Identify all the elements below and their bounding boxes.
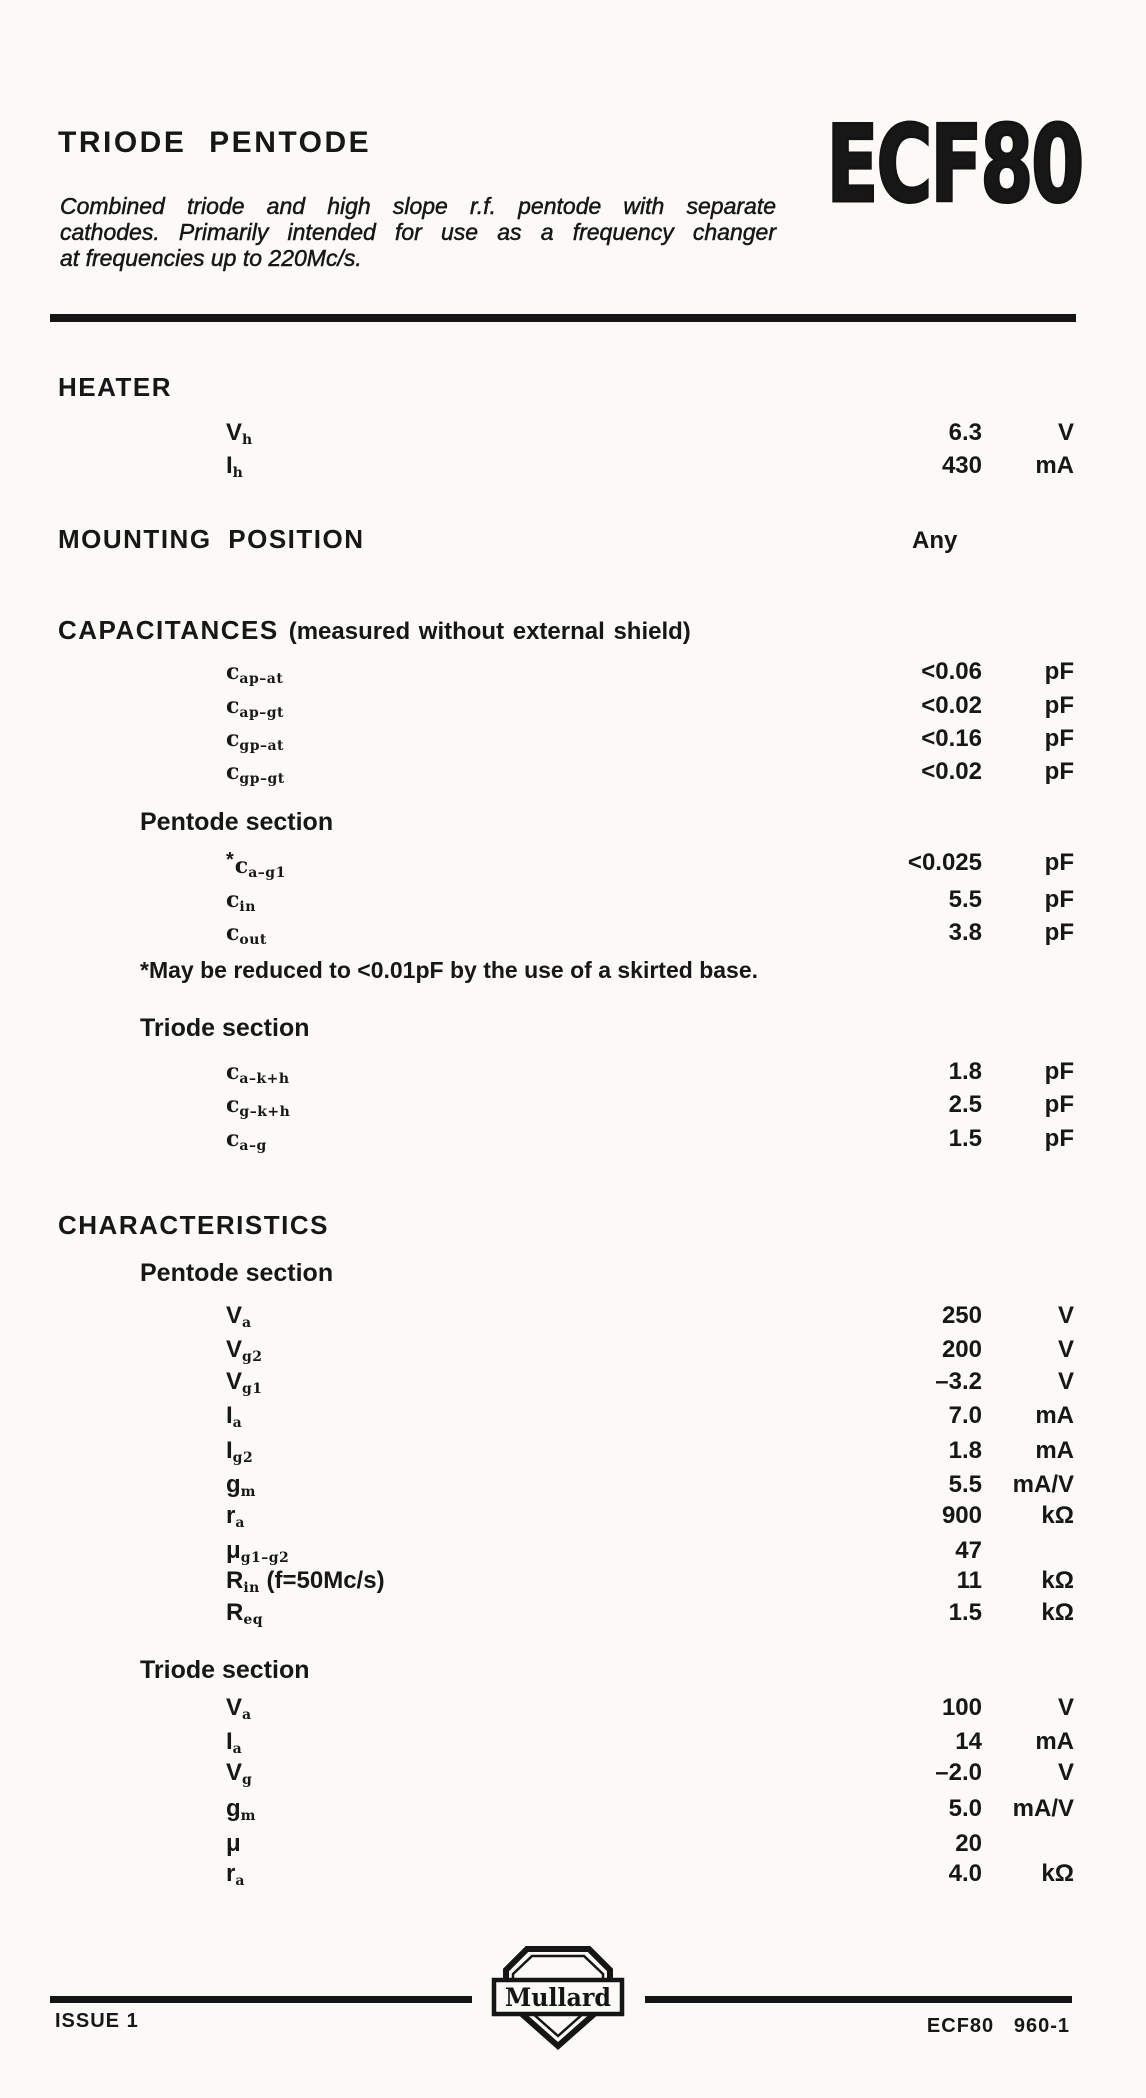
row-value: 11 (956, 1567, 982, 1594)
row-unit: mA (1035, 1402, 1074, 1429)
row-label: $c_{gp-gt}$ (226, 759, 285, 787)
issue-label: ISSUE 1 (55, 2010, 139, 2032)
row-value: 14 (955, 1728, 982, 1755)
subsection-heading-pentode: Pentode section (140, 808, 334, 836)
section-heading-capacitances: CAPACITANCES (measured without external shield) (58, 615, 691, 645)
row-unit: pF (1044, 725, 1074, 752)
row-value: <0.02 (921, 692, 982, 719)
footnote: *May be reduced to <0.01pF by the use of a skirted base. (140, 957, 759, 983)
page-title: TRIODE PENTODE (58, 126, 372, 159)
row-value: 1.8 (948, 1058, 982, 1085)
row-label: $c_{ap-gt}$ (226, 693, 285, 721)
row-value: 4.0 (948, 1860, 982, 1887)
spec-row (0, 1368, 1146, 1398)
row-label: $R_{in}$ (f=50Mc/s) (226, 1567, 385, 1596)
row-label: $V_a$ (226, 1694, 252, 1723)
row-value: 900 (941, 1502, 982, 1529)
description-line: cathodes. Primarily intended for use as a frequency changer (60, 219, 776, 245)
spec-row (0, 1860, 1146, 1890)
row-label: $V_h$ (226, 419, 253, 448)
row-label: $g_m$ (226, 1471, 256, 1500)
spec-row (0, 919, 1146, 949)
divider (645, 1996, 1072, 2003)
row-unit: pF (1044, 1125, 1074, 1152)
row-unit: V (1057, 1302, 1074, 1329)
row-unit: pF (1044, 919, 1074, 946)
row-label: $I_{g2}$ (226, 1437, 254, 1466)
spec-row (0, 1336, 1146, 1366)
row-value: 47 (955, 1537, 982, 1564)
row-value: –2.0 (935, 1759, 982, 1786)
row-unit: V (1057, 1368, 1074, 1395)
row-label: $r_a$ (226, 1860, 245, 1889)
spec-row (0, 1125, 1146, 1155)
heading-note: (measured without external shield) (288, 618, 691, 645)
section-heading-mounting: MOUNTING POSITION (58, 524, 365, 554)
row-label: $V_{g1}$ (226, 1368, 263, 1397)
row-label: $c_{g-k+h}$ (226, 1092, 291, 1120)
spec-row (0, 886, 1146, 916)
spec-row (0, 658, 1146, 688)
row-label: $^*c_{a-g1}$ (226, 849, 286, 881)
row-value: 3.8 (948, 919, 982, 946)
row-unit: mA (1035, 1728, 1074, 1755)
row-label: $c_{gp-at}$ (226, 726, 285, 754)
row-unit: V (1057, 1694, 1074, 1721)
svg-text:Mullard: Mullard (505, 1983, 611, 2012)
mullard-logo-icon (482, 1944, 634, 2054)
row-value: 1.8 (948, 1437, 982, 1464)
spec-row (0, 1795, 1146, 1825)
row-label: $c_{ap-at}$ (226, 659, 284, 687)
row-unit: pF (1044, 692, 1074, 719)
row-value: 5.5 (948, 886, 982, 913)
row-value: 100 (941, 1694, 982, 1721)
row-label: $R_{eq}$ (226, 1599, 264, 1628)
spec-row (0, 1728, 1146, 1758)
row-label: $c_{a-k+h}$ (226, 1059, 290, 1087)
row-unit: pF (1044, 658, 1074, 685)
divider (50, 314, 1076, 322)
description-line: at frequencies up to 220Mc/s. (60, 245, 362, 271)
row-unit: kΩ (1041, 1599, 1074, 1626)
row-label: μ (226, 1830, 241, 1857)
row-unit: V (1057, 1336, 1074, 1363)
section-heading-heater: HEATER (58, 372, 172, 402)
row-label: $c_{out}$ (226, 920, 267, 948)
row-value: 1.5 (948, 1125, 982, 1152)
row-label: $V_{g2}$ (226, 1336, 263, 1365)
row-label: $\mu_{g1-g2}$ (226, 1537, 290, 1566)
spec-row (0, 1599, 1146, 1629)
description-line: Combined triode and high slope r.f. pentode with separate (60, 193, 776, 219)
description (60, 193, 776, 271)
row-value: <0.06 (921, 658, 982, 685)
row-unit: V (1057, 1759, 1074, 1786)
subsection-heading-triode: Triode section (140, 1656, 310, 1684)
spec-row (0, 1537, 1146, 1567)
row-value: 5.5 (948, 1471, 982, 1498)
row-label: $g_m$ (226, 1795, 256, 1824)
row-label: $V_a$ (226, 1302, 252, 1331)
row-value: <0.02 (921, 758, 982, 785)
spec-row (0, 1437, 1146, 1467)
row-unit: pF (1044, 1058, 1074, 1085)
row-label: $I_h$ (226, 452, 244, 481)
row-value: 5.0 (948, 1795, 982, 1822)
row-label: $I_a$ (226, 1402, 243, 1431)
spec-row (0, 758, 1146, 788)
spec-row (0, 1058, 1146, 1088)
subsection-heading-triode: Triode section (140, 1014, 310, 1042)
row-label: $I_a$ (226, 1728, 243, 1757)
row-unit: pF (1044, 758, 1074, 785)
divider (50, 1996, 472, 2003)
spec-row (0, 692, 1146, 722)
row-value: <0.16 (921, 725, 982, 752)
spec-row (0, 1471, 1146, 1501)
row-value: 200 (941, 1336, 982, 1363)
row-label: $c_{in}$ (226, 887, 256, 915)
row-unit: pF (1044, 886, 1074, 913)
row-label: $c_{a-g}$ (226, 1126, 267, 1154)
row-unit: pF (1044, 849, 1074, 876)
row-value: 250 (941, 1302, 982, 1329)
row-unit: mA/V (1012, 1795, 1074, 1822)
row-value: 20 (955, 1830, 982, 1857)
spec-row (0, 1091, 1146, 1121)
row-value: –3.2 (935, 1368, 982, 1395)
row-value: 6.3 (948, 419, 982, 446)
spec-row (0, 452, 1146, 482)
spec-row (0, 849, 1146, 879)
spec-row (0, 1759, 1146, 1789)
row-value: 430 (941, 452, 982, 479)
spec-row (0, 1567, 1146, 1597)
spec-row (0, 725, 1146, 755)
section-heading-characteristics: CHARACTERISTICS (58, 1210, 329, 1240)
row-unit: pF (1044, 1091, 1074, 1118)
row-label: $r_a$ (226, 1502, 245, 1531)
row-unit: V (1057, 419, 1074, 446)
spec-row (0, 1502, 1146, 1532)
row-label: $V_g$ (226, 1759, 253, 1788)
mounting-value: Any (912, 527, 958, 554)
spec-row (0, 1402, 1146, 1432)
row-unit: kΩ (1041, 1860, 1074, 1887)
spec-row (0, 1694, 1146, 1724)
row-value: 1.5 (948, 1599, 982, 1626)
doc-reference: ECF80 960-1 (926, 2015, 1070, 2037)
spec-row (0, 1830, 1146, 1860)
row-unit: kΩ (1041, 1567, 1074, 1594)
part-number: ECF80 (826, 103, 1082, 226)
spec-row (0, 419, 1146, 449)
spec-row (0, 1302, 1146, 1332)
row-unit: mA (1035, 1437, 1074, 1464)
row-unit: mA (1035, 452, 1074, 479)
row-unit: kΩ (1041, 1502, 1074, 1529)
row-value: 2.5 (948, 1091, 982, 1118)
row-value: <0.025 (907, 849, 982, 876)
row-value: 7.0 (948, 1402, 982, 1429)
row-unit: mA/V (1012, 1471, 1074, 1498)
subsection-heading-pentode: Pentode section (140, 1259, 334, 1287)
